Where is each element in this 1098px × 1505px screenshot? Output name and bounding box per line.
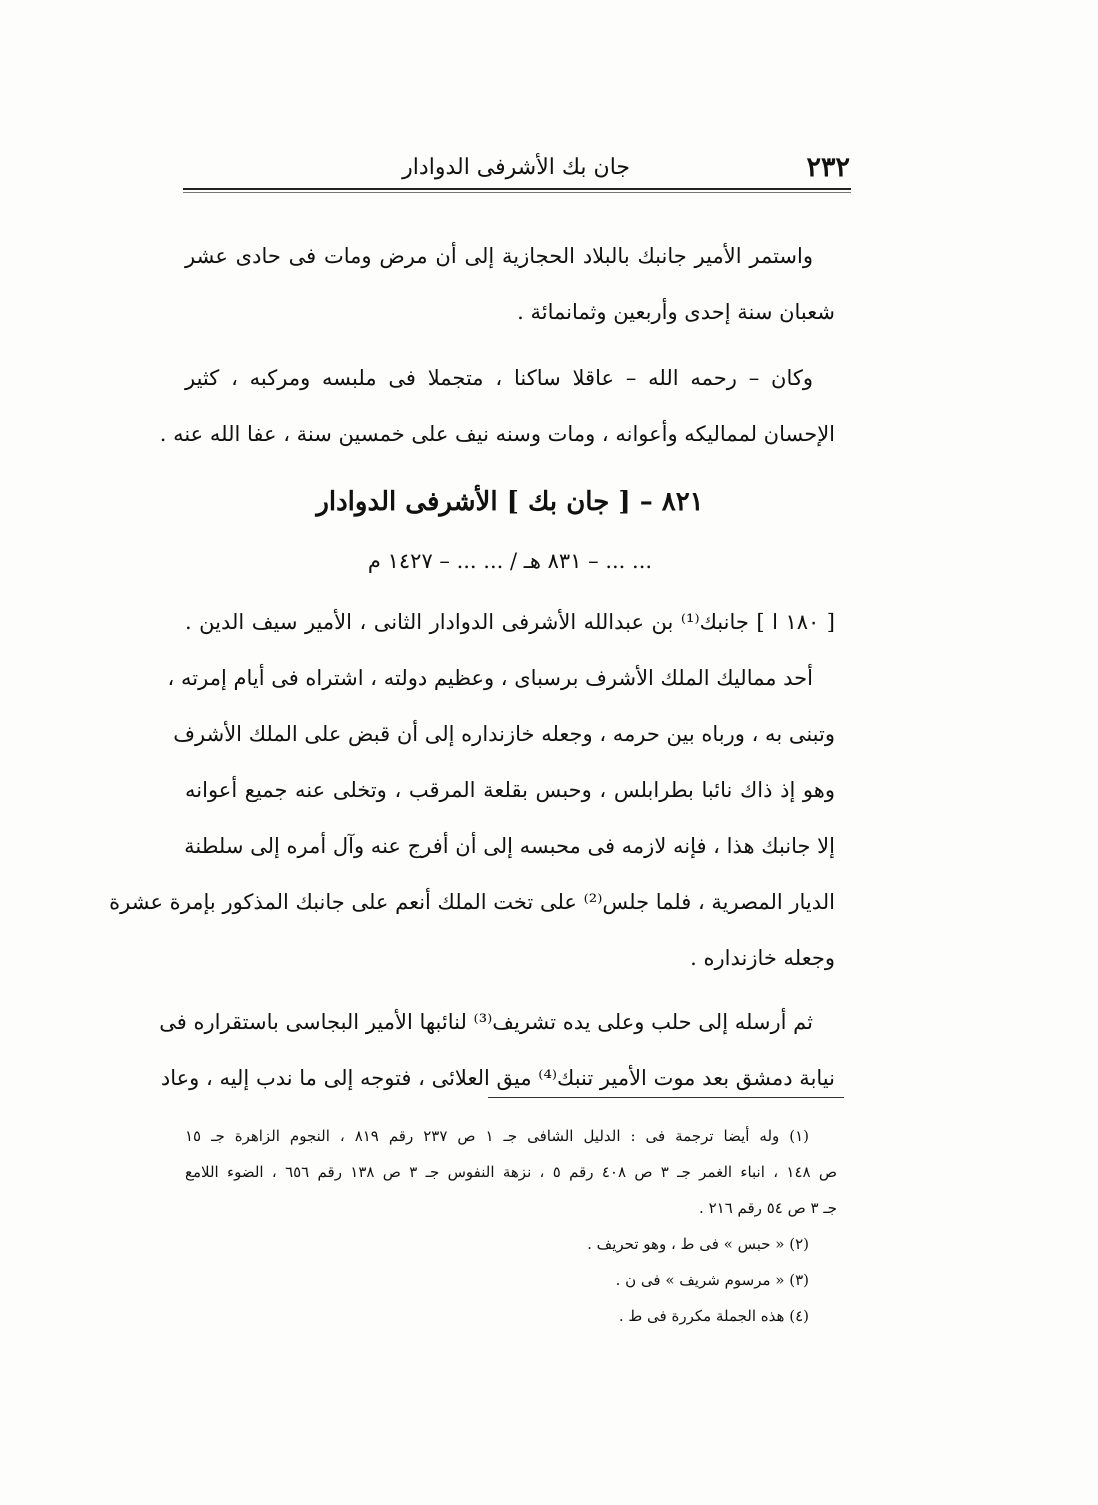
entry-dates: ... ... – ٨٣١ هـ / ... ... – ١٤٢٧ م <box>367 549 653 573</box>
footnote-line: ص ١٤٨ ، انباء الغمر جـ ٣ ص ٤٠٨ رقم ٥ ، نزهة النفوس جـ ٣ ص ١٣٨ رقم ٦٥٦ ، الضوء اللامع <box>185 1163 838 1181</box>
text-line: واستمر الأمير جانبك بالبلاد الحجازية إلى أن مرض ومات فى حادى عشر <box>185 244 813 268</box>
text-line: وتبنى به ، ورباه بين حرمه ، وجعله خازنداره إلى أن قبض على الملك الأشرف <box>173 722 835 746</box>
text-line: شعبان سنة إحدى وأربعين وثمانمائة . <box>517 300 835 324</box>
footnote-line: (٢) « حبس » فى ط ، وهو تحريف . <box>587 1235 809 1253</box>
footnote-line: (٣) « مرسوم شريف » فى ن . <box>615 1271 809 1289</box>
page-number: ٢٣٢ <box>806 152 850 183</box>
footnotes <box>185 1118 837 1334</box>
text-line: وجعله خازنداره . <box>690 946 835 970</box>
text-line: نيابة دمشق بعد موت الأمير تنبك⁽⁴⁾ ميق العلائى ، فتوجه إلى ما ندب إليه ، وعاد <box>160 1066 835 1090</box>
text-line: الديار المصرية ، فلما جلس⁽²⁾ على تخت الملك أنعم على جانبك المذكور بإمرة عشرة <box>109 890 835 914</box>
footnote-line: (٤) هذه الجملة مكررة فى ط . <box>618 1307 809 1325</box>
text-line: أحد مماليك الملك الأشرف برسباى ، وعظيم دولته ، اشتراه فى أيام إمرته ، <box>167 666 813 690</box>
previous-entry-text <box>159 228 835 462</box>
header-rule-thin <box>183 192 851 193</box>
text-line: وهو إذ ذاك نائبا بطرابلس ، وحبس بقلعة المرقب ، وتخلى عنه جميع أعوانه <box>185 778 835 802</box>
text-line: إلا جانبك هذا ، فإنه لازمه فى محبسه إلى أن أفرج عنه وآل أمره إلى سلطنة <box>184 834 835 858</box>
running-header <box>185 148 850 188</box>
text-line: وكان – رحمه الله – عاقلا ساكنا ، متجملا فى ملبسه ومركبه ، كثير <box>185 366 813 390</box>
running-title: جان بك الأشرفى الدوادار <box>402 155 630 180</box>
text-line: ثم أرسله إلى حلب وعلى يده تشريف⁽³⁾ لنائبها الأمير البجاسى باستقراره فى <box>159 1010 813 1034</box>
entry-heading: ٨٢١ – [ جان بك ] الأشرفى الدوادار <box>316 487 704 517</box>
text-line: الإحسان لمماليكه وأعوانه ، ومات وسنه نيف على خمسين سنة ، عفا الله عنه . <box>159 422 835 446</box>
text-line: [ ١٨٠ ا ] جانبك⁽¹⁾ بن عبدالله الأشرفى الدوادار الثانى ، الأمير سيف الدين . <box>185 610 835 634</box>
footnote-line: جـ ٣ ص ٥٤ رقم ٢١٦ . <box>699 1199 837 1217</box>
footnote-line: (١) وله أيضا ترجمة فى : الدليل الشافى جـ ١ ص ٢٣٧ رقم ٨١٩ ، النجوم الزاهرة جـ ١٥ <box>185 1127 810 1145</box>
footnote-rule <box>488 1097 844 1098</box>
header-rule <box>183 188 851 190</box>
entry-text <box>109 594 835 1106</box>
